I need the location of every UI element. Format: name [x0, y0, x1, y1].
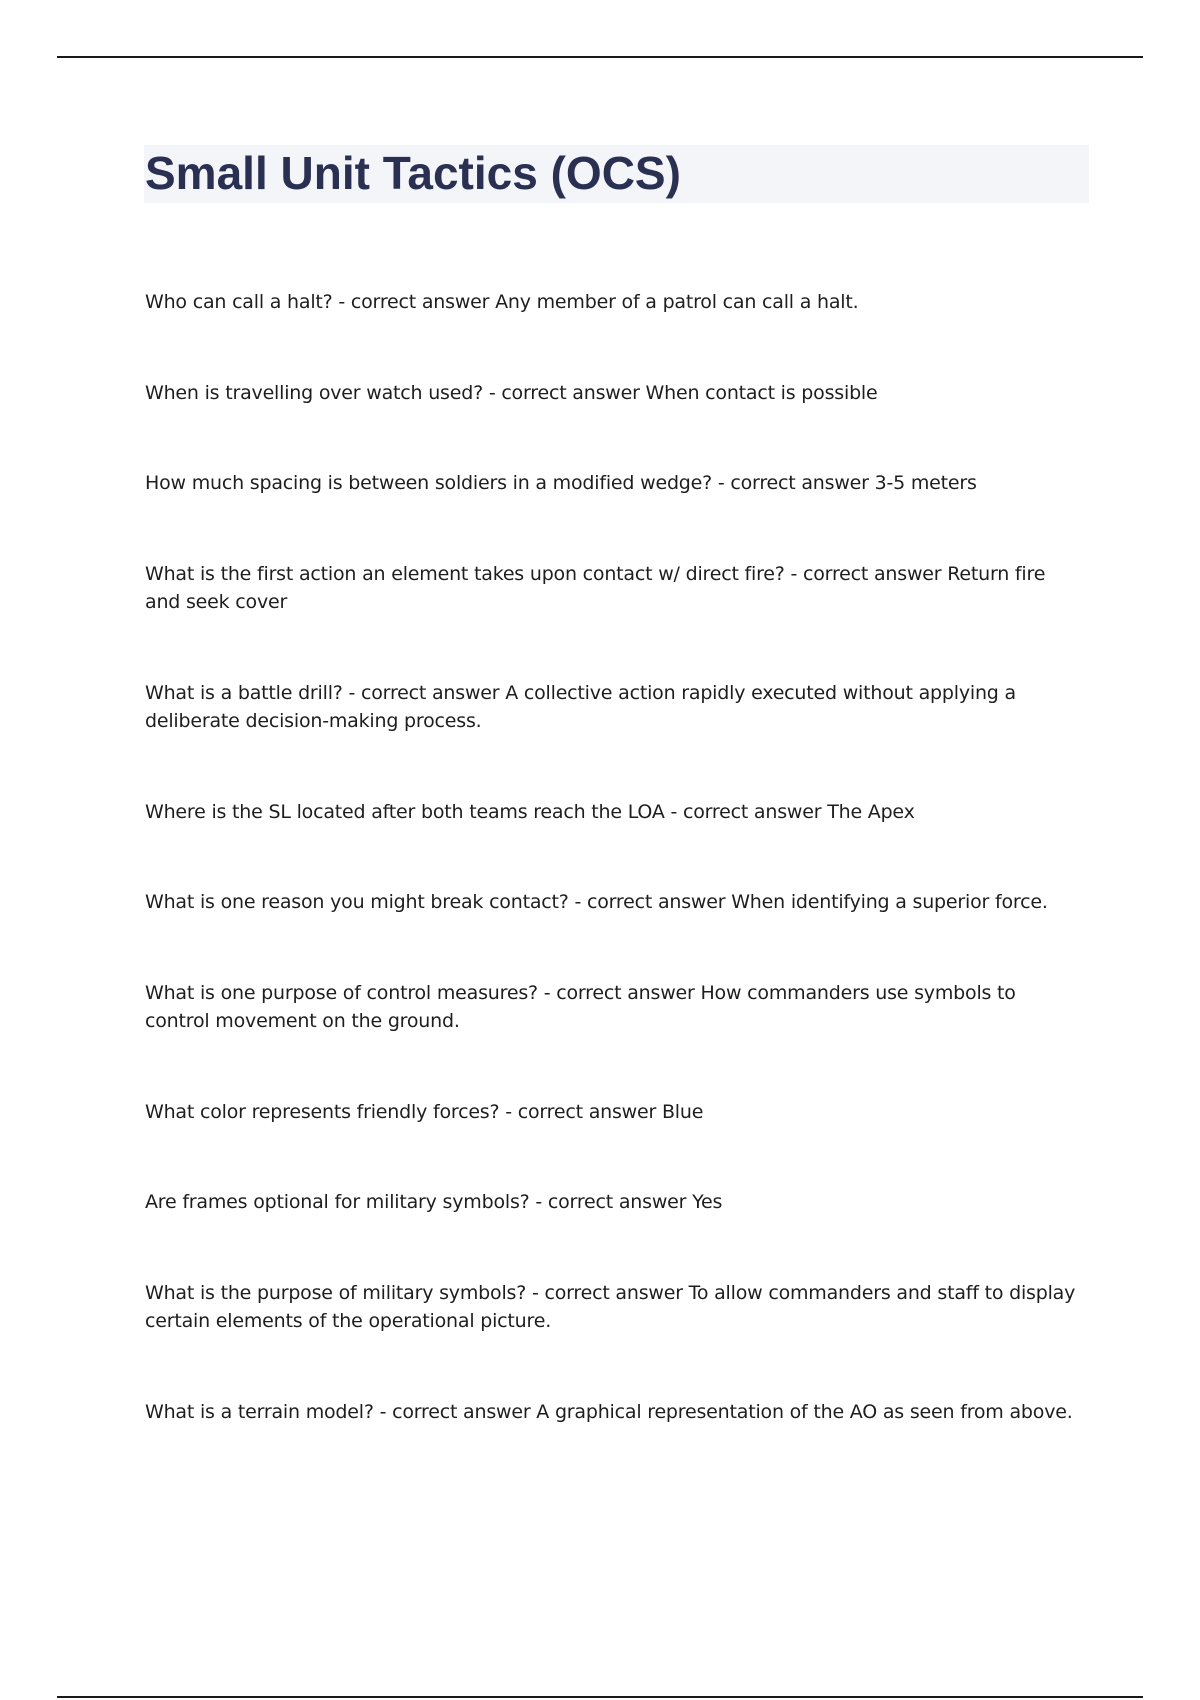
qa-item: What is a terrain model? - correct answer A graphical representation of the AO as seen from above.	[145, 1400, 1073, 1423]
qa-item: What is the first action an element takes upon contact w/ direct fire? - correct answer Return fire and seek cover	[145, 562, 1046, 613]
footer-rule	[57, 1696, 1143, 1698]
qa-item: What color represents friendly forces? - correct answer Blue	[145, 1100, 704, 1123]
qa-item: What is the purpose of military symbols? - correct answer To allow commanders and staff to display certain elements of the operational picture.	[145, 1281, 1076, 1332]
qa-item: Who can call a halt? - correct answer Any member of a patrol can call a halt.	[145, 291, 859, 313]
qa-item: Are frames optional for military symbols? - correct answer Yes	[145, 1191, 723, 1213]
qa-item: When is travelling over watch used? - correct answer When contact is possible	[145, 381, 878, 404]
qa-item: What is one reason you might break contact? - correct answer When identifying a superior force.	[145, 891, 1048, 913]
qa-item: What is one purpose of control measures? - correct answer How commanders use symbols to control movement on the ground.	[145, 981, 1016, 1032]
document-title: Small Unit Tactics (OCS)	[145, 147, 681, 199]
qa-item: Where is the SL located after both teams reach the LOA - correct answer The Apex	[145, 800, 915, 823]
qa-list	[145, 288, 1085, 1426]
header-rule	[57, 56, 1143, 58]
qa-item: What is a battle drill? - correct answer A collective action rapidly executed without applying a deliberate decision-making process.	[145, 681, 1016, 732]
qa-item: How much spacing is between soldiers in a modified wedge? - correct answer 3-5 meters	[145, 472, 977, 494]
